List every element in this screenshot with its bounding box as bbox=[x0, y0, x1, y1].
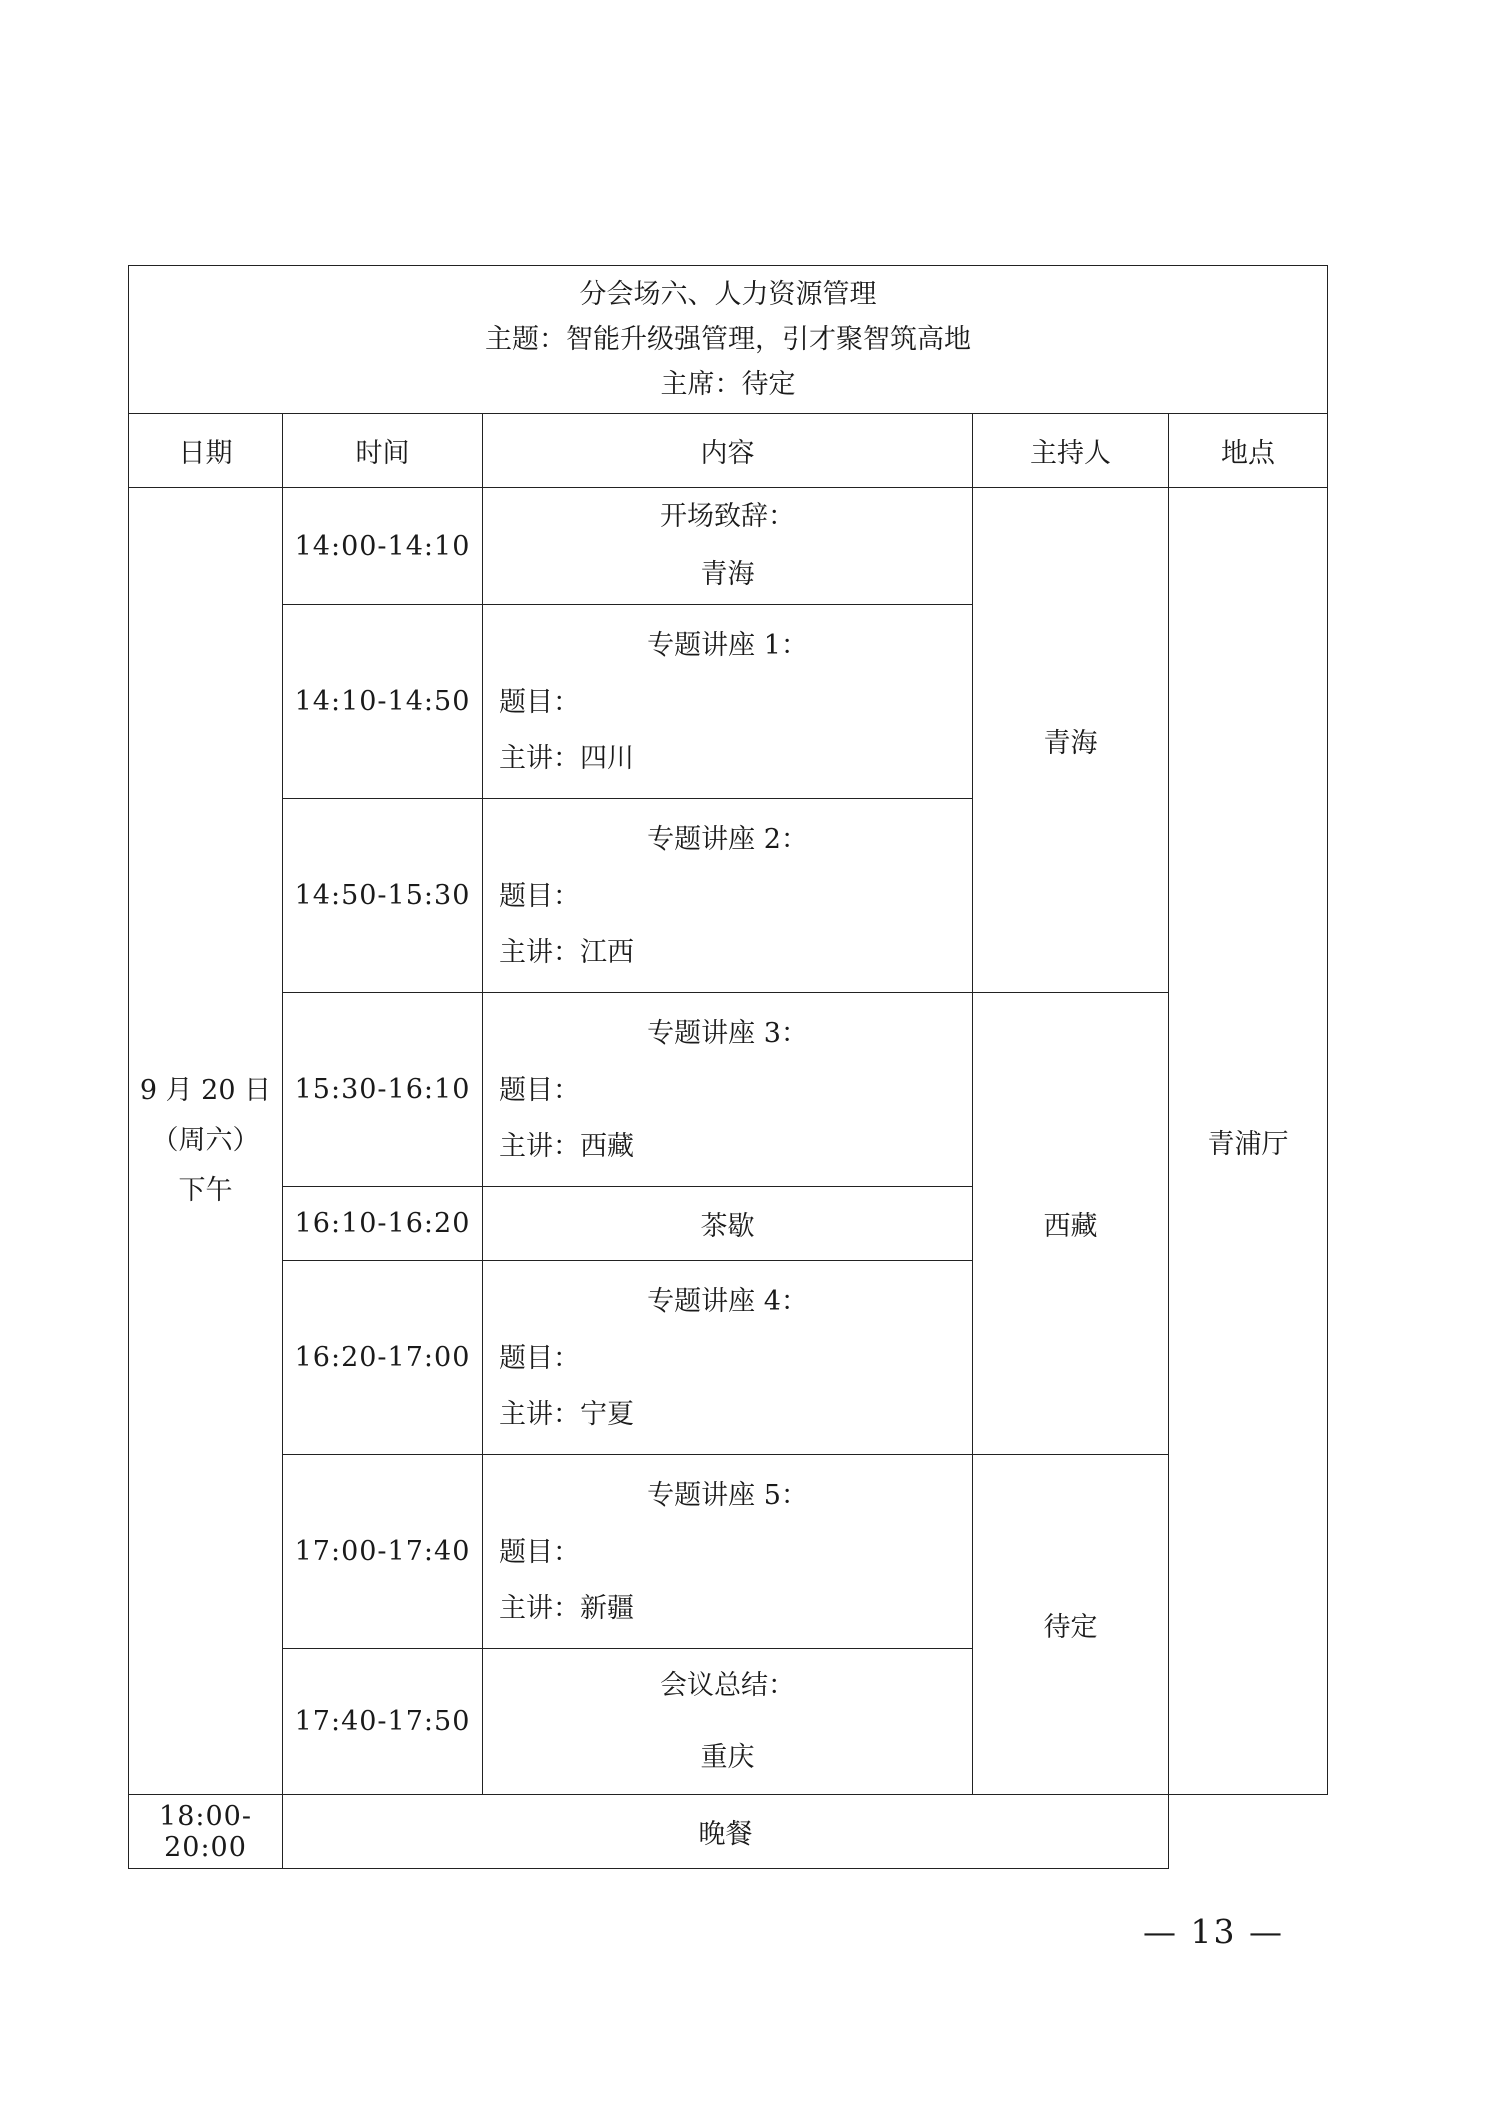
lecture-speaker: 主讲：四川 bbox=[499, 742, 634, 774]
time-cell: 16:20-17:00 bbox=[283, 1261, 483, 1455]
content-cell bbox=[483, 1261, 973, 1455]
lecture-title: 专题讲座 4： bbox=[647, 1285, 808, 1317]
lecture-topic: 题目： bbox=[499, 1536, 580, 1568]
content-cell bbox=[483, 488, 973, 605]
weekday-line: （周六） bbox=[151, 1125, 260, 1156]
session-theme: 主题：智能升级强管理，引才聚智筑高地 bbox=[485, 324, 972, 355]
host-cell: 青海 bbox=[973, 488, 1169, 993]
content-cell bbox=[483, 799, 973, 993]
time-cell: 17:00-17:40 bbox=[283, 1455, 483, 1649]
session-title: 分会场六、人力资源管理 bbox=[579, 279, 877, 310]
lecture-topic: 题目： bbox=[499, 880, 580, 912]
time-cell: 18:00-20:00 bbox=[129, 1795, 283, 1869]
table-header bbox=[129, 266, 1328, 414]
lecture-topic: 题目： bbox=[499, 1074, 580, 1106]
content-speaker: 青海 bbox=[700, 559, 755, 590]
time-cell: 14:10-14:50 bbox=[283, 605, 483, 799]
lecture-topic: 题目： bbox=[499, 686, 580, 718]
lecture-title: 专题讲座 5： bbox=[647, 1479, 808, 1511]
time-cell: 16:10-16:20 bbox=[283, 1187, 483, 1261]
column-header-venue: 地点 bbox=[1169, 414, 1328, 488]
host-cell: 西藏 bbox=[973, 993, 1169, 1455]
content-cell bbox=[483, 1455, 973, 1649]
column-header-content: 内容 bbox=[483, 414, 973, 488]
content-title: 会议总结： bbox=[660, 1669, 795, 1701]
time-cell: 17:40-17:50 bbox=[283, 1649, 483, 1795]
session-chair: 主席：待定 bbox=[660, 369, 796, 400]
time-cell: 14:00-14:10 bbox=[283, 488, 483, 605]
column-header-time: 时间 bbox=[283, 414, 483, 488]
lecture-speaker: 主讲：新疆 bbox=[499, 1592, 634, 1624]
period-line: 下午 bbox=[178, 1175, 233, 1206]
lecture-speaker: 主讲：西藏 bbox=[499, 1130, 634, 1162]
lecture-title: 专题讲座 2： bbox=[647, 823, 808, 855]
venue-cell: 青浦厅 bbox=[1169, 488, 1328, 1795]
content-cell bbox=[483, 993, 973, 1187]
content-cell bbox=[483, 605, 973, 799]
column-header-host: 主持人 bbox=[973, 414, 1169, 488]
lecture-title: 专题讲座 1： bbox=[647, 629, 808, 661]
tea-break-cell: 茶歇 bbox=[483, 1187, 973, 1261]
content-title: 开场致辞： bbox=[660, 501, 795, 532]
lecture-title: 专题讲座 3： bbox=[647, 1017, 808, 1049]
dinner-cell: 晚餐 bbox=[283, 1795, 1169, 1869]
host-cell: 待定 bbox=[973, 1455, 1169, 1795]
lecture-topic: 题目： bbox=[499, 1342, 580, 1374]
date-line: 9 月 20 日 bbox=[139, 1075, 272, 1106]
time-cell: 15:30-16:10 bbox=[283, 993, 483, 1187]
column-header-date: 日期 bbox=[129, 414, 283, 488]
schedule-table bbox=[128, 265, 1328, 1869]
date-cell bbox=[129, 488, 283, 1795]
lecture-speaker: 主讲：江西 bbox=[499, 936, 634, 968]
content-speaker: 重庆 bbox=[700, 1741, 755, 1773]
page-number: — 13 — bbox=[1143, 1912, 1284, 1951]
content-cell bbox=[483, 1649, 973, 1795]
lecture-speaker: 主讲：宁夏 bbox=[499, 1398, 634, 1430]
time-cell: 14:50-15:30 bbox=[283, 799, 483, 993]
